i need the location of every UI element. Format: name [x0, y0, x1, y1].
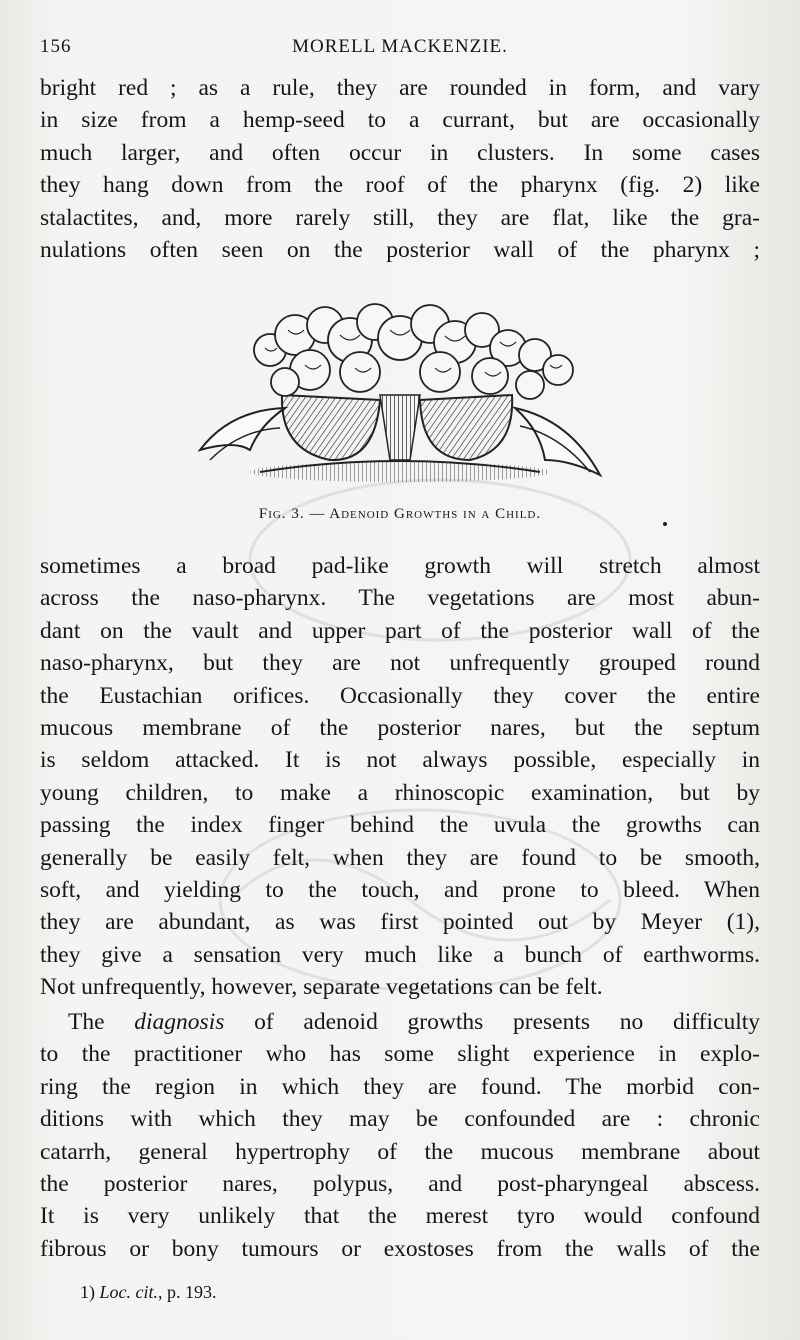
paragraph-3 [40, 1006, 760, 1265]
ink-speck [663, 522, 667, 526]
emphasis-diagnosis: diagnosis [134, 1009, 225, 1035]
page-number: 156 [40, 36, 72, 57]
text-line: the Eustachian orifices. Occasionally they cover the entire [40, 682, 760, 709]
footnote [80, 1282, 217, 1303]
text-line: Not unfrequently, however, separate vegetations can be felt. [40, 974, 603, 1001]
text-run: The [68, 1009, 135, 1035]
paragraph-1 [40, 72, 760, 266]
adenoid-growths-illustration [190, 300, 610, 490]
text-run: of adenoid growths presents no difficulty [224, 1009, 760, 1035]
text-line: catarrh, general hypertrophy of the mucous membrane about [40, 1138, 760, 1165]
text-line: they are abundant, as was first pointed out by Meyer (1), [40, 909, 760, 936]
text-line: across the naso-pharynx. The vegetations are most abun- [40, 585, 760, 612]
text-line: sometimes a broad pad-like growth will stretch almost [40, 553, 760, 579]
running-title: MORELL MACKENZIE. [292, 36, 508, 57]
text-line: soft, and yielding to the touch, and prone to bleed. When [40, 877, 760, 904]
text-line: is seldom attacked. It is not always possible, especially in [40, 747, 760, 774]
paragraph-2 [40, 550, 760, 1004]
text-line: young children, to make a rhinoscopic examination, but by [40, 779, 760, 806]
text-line: they give a sensation very much like a bunch of earthworms. [40, 941, 760, 968]
text-line: passing the index finger behind the uvula the growths can [40, 812, 760, 839]
text-line: ditions with which they may be confounded are : chronic [40, 1106, 760, 1133]
text-line [40, 1006, 760, 1038]
text-line: generally be easily felt, when they are found to be smooth, [40, 844, 760, 871]
figure-caption: Fig. 3. — Adenoid Growths in a Child. [258, 506, 542, 522]
text-line: much larger, and often occur in clusters. In some cases [40, 139, 760, 166]
text-line: fibrous or bony tumours or exostoses from the walls of the [40, 1235, 760, 1262]
text-line: they hang down from the roof of the pharynx (fig. 2) like [40, 172, 760, 199]
text-line: the posterior nares, polypus, and post-pharyngeal abscess. [40, 1171, 760, 1198]
text-line: mucous membrane of the posterior nares, but the septum [40, 715, 760, 742]
text-line: naso-pharynx, but they are not unfrequently grouped round [40, 650, 760, 677]
text-line: stalactites, and, more rarely still, they are flat, like the gra- [40, 204, 760, 231]
text-line: dant on the vault and upper part of the posterior wall of the [40, 617, 760, 644]
text-line: It is very unlikely that the merest tyro would confound [40, 1203, 760, 1230]
text-line: in size from a hemp-seed to a currant, but are occasionally [40, 107, 760, 134]
footnote-page: , p. 193. [158, 1282, 217, 1302]
running-head [40, 36, 760, 62]
footnote-citation: Loc. cit. [99, 1282, 158, 1302]
footnote-marker: 1) [80, 1282, 100, 1302]
text-line: bright red ; as a rule, they are rounded in form, and vary [40, 75, 760, 101]
text-line: nulations often seen on the posterior wall of the pharynx ; [40, 237, 760, 264]
text-line: to the practitioner who has some slight experience in explo- [40, 1041, 760, 1068]
text-line: ring the region in which they are found. The morbid con- [40, 1073, 760, 1100]
